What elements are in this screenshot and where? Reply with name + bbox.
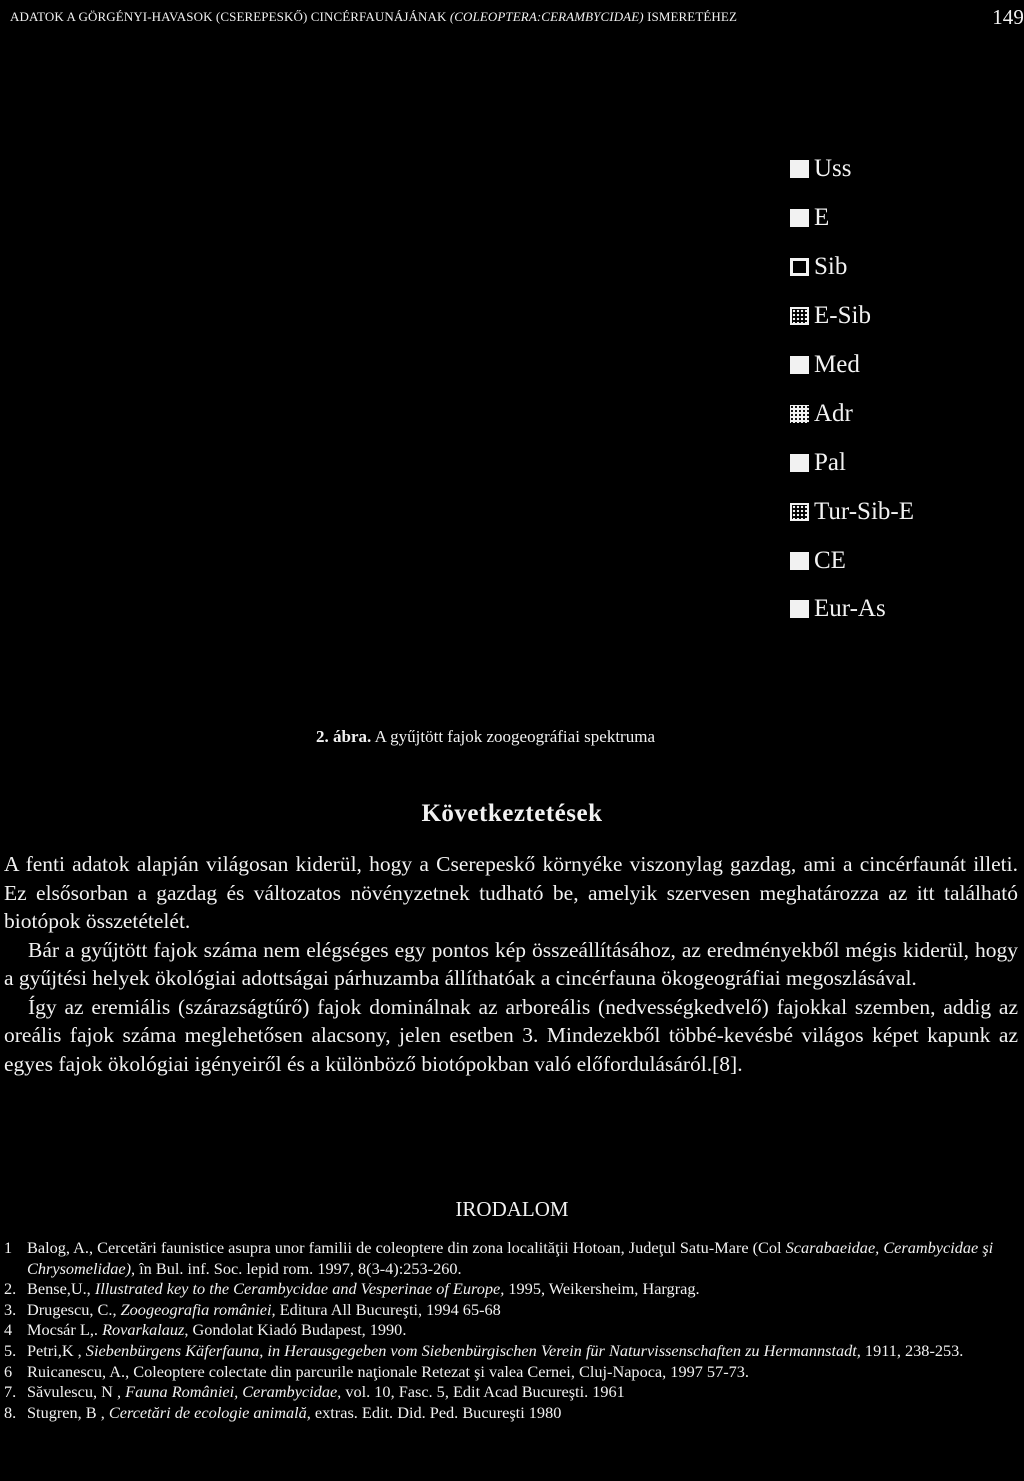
reference-text: Balog, A., Cercetări faunistice asupra unor familii de coleoptere din zona localităţii Hotoan, Judeţul Satu-Mare (Col bbox=[27, 1238, 786, 1257]
figure-caption-text: A gyűjtött fajok zoogeográfiai spektruma bbox=[374, 727, 655, 746]
legend-swatch-icon bbox=[790, 307, 809, 325]
legend-label: Uss bbox=[814, 155, 852, 183]
legend-swatch-icon bbox=[790, 356, 809, 374]
running-title-end: ISMERETÉHEZ bbox=[647, 9, 737, 24]
reference-text: , Gondolat Kiadó Budapest, 1990. bbox=[184, 1320, 407, 1340]
reference-text: Editura All Bucureşti, 1994 65-68 bbox=[275, 1299, 501, 1319]
legend-label: Eur-As bbox=[814, 595, 886, 623]
legend-swatch-icon bbox=[790, 209, 809, 227]
running-header bbox=[10, 6, 1024, 30]
legend-item bbox=[790, 487, 914, 536]
reference-item bbox=[4, 1362, 1020, 1383]
reference-text: Stugren, B , bbox=[27, 1402, 109, 1422]
running-title bbox=[10, 9, 737, 25]
figure-label: 2. ábra. bbox=[316, 727, 372, 746]
reference-item bbox=[4, 1403, 1020, 1424]
legend-swatch-icon bbox=[790, 454, 809, 472]
reference-item bbox=[4, 1238, 1020, 1279]
reference-item bbox=[4, 1320, 1020, 1341]
reference-text: 1995, Weikersheim, Hargrag. bbox=[504, 1279, 700, 1299]
reference-title: Zoogeografia româniei, bbox=[120, 1299, 276, 1319]
reference-text: extras. Edit. Did. Ped. Bucureşti 1980 bbox=[310, 1402, 562, 1422]
legend-item bbox=[790, 145, 914, 194]
paragraph: Így az eremiális (szárazságtűrő) fajok dominálnak az arboreális (nedvességkedvelő) fajokkal szemben, addig az oreális fajok száma meglehetősen alacsony, jelen esetben 3. Mindezekből többé-kevésbé világos képet kapunk az egyes fajok ökológiai igényeiről és a különböző biotópokban való előfordulásáról.[8]. bbox=[4, 994, 1018, 1076]
legend-swatch-icon bbox=[790, 503, 809, 521]
legend-item bbox=[790, 585, 914, 634]
reference-number: 4 bbox=[4, 1320, 13, 1340]
references-list bbox=[4, 1238, 1020, 1423]
legend-swatch-icon bbox=[790, 160, 809, 178]
legend-item bbox=[790, 243, 914, 292]
section-title: Következtetések bbox=[421, 800, 603, 827]
references-title: IRODALOM bbox=[455, 1197, 569, 1221]
legend-swatch-icon bbox=[790, 258, 809, 276]
legend-swatch-icon bbox=[790, 600, 809, 618]
running-title-text: ADATOK A GÖRGÉNYI-HAVASOK (CSEREPESKŐ) CINCÉRFAUNÁJÁNAK bbox=[10, 9, 447, 24]
reference-number: 8. bbox=[4, 1402, 17, 1422]
figure-caption bbox=[316, 727, 655, 747]
legend-swatch-icon bbox=[790, 405, 809, 423]
reference-number: 2. bbox=[4, 1279, 17, 1299]
legend-label: Pal bbox=[814, 448, 846, 476]
reference-number: 3. bbox=[4, 1299, 17, 1319]
legend-item bbox=[790, 438, 914, 487]
reference-title: Fauna României, Cerambycidae, bbox=[125, 1382, 342, 1402]
reference-item bbox=[4, 1300, 1020, 1321]
reference-number: 5. bbox=[4, 1340, 17, 1360]
legend-label: E-Sib bbox=[814, 302, 871, 330]
body-text bbox=[4, 850, 1018, 1078]
reference-title: Siebenbürgens Käferfauna, in Herausgegeben vom Siebenbürgischen Verein für Naturvissenschaften zu Hermannstadt, bbox=[85, 1340, 861, 1360]
legend-item bbox=[790, 536, 914, 585]
reference-text: Petri,K , bbox=[27, 1340, 86, 1360]
reference-text: Bense,U., bbox=[27, 1279, 95, 1299]
reference-item bbox=[4, 1279, 1020, 1300]
legend-label: CE bbox=[814, 546, 846, 574]
reference-number: 1 bbox=[4, 1238, 13, 1257]
legend-label: Med bbox=[814, 351, 860, 378]
legend-swatch-icon bbox=[790, 552, 809, 570]
paragraph: A fenti adatok alapján világosan kiderül, hogy a Cserepeskő környéke viszonylag gazdag, ami a cincérfaunát illeti. Ez elsősorban a gazdag és változatos növényzetnek tudható be, amelyik szervesen meghatározza az itt található biotópok összetételét. bbox=[4, 852, 1018, 933]
reference-text: Ruicanescu, A., Coleoptere colectate din parcurile naţionale Retezat şi valea Cernei, Cluj-Napoca, 1997 57-73. bbox=[27, 1361, 749, 1381]
legend-item bbox=[790, 292, 914, 341]
reference-text: Drugescu, C., bbox=[27, 1299, 121, 1319]
legend-label: Adr bbox=[814, 399, 853, 427]
reference-item bbox=[4, 1382, 1020, 1403]
reference-text: în Bul. inf. Soc. lepid rom. 1997, 8(3-4):253-260. bbox=[135, 1258, 462, 1278]
reference-text: vol. 10, Fasc. 5, Edit Acad Bucureşti. 1961 bbox=[341, 1382, 625, 1402]
reference-title: Cercetări de ecologie animală, bbox=[108, 1402, 311, 1422]
reference-number: 6 bbox=[4, 1361, 13, 1381]
reference-item bbox=[4, 1341, 1020, 1362]
reference-text: Săvulescu, N , bbox=[27, 1382, 126, 1402]
paragraph: Bár a gyűjtött fajok száma nem elégséges egy pontos kép összeállításához, az eredményekből mégis kiderül, hogy a gyűjtési helyek ökológiai adottságai párhuzamba állíthatóak a cincérfauna ökogeográfiai megoszlásával. bbox=[4, 937, 1018, 990]
legend-item bbox=[790, 341, 914, 390]
legend-item bbox=[790, 194, 914, 243]
chart-legend bbox=[790, 145, 914, 634]
reference-number: 7. bbox=[4, 1382, 17, 1402]
page-number: 149 bbox=[992, 5, 1024, 29]
reference-text: 1911, 238-253. bbox=[860, 1340, 964, 1360]
legend-label: Sib bbox=[814, 253, 848, 281]
reference-text: Mocsár L,. bbox=[27, 1320, 103, 1340]
reference-title: Rovarkalauz bbox=[102, 1320, 185, 1340]
legend-item bbox=[790, 389, 914, 438]
legend-label: Tur-Sib-E bbox=[814, 497, 914, 525]
reference-title: Scarabaeidae, Cerambycidae şi Chrysomelidae), bbox=[27, 1238, 994, 1278]
reference-title: Illustrated key to the Cerambycidae and Vesperinae of Europe, bbox=[94, 1279, 505, 1299]
running-title-taxon: (COLEOPTERA:CERAMBYCIDAE) bbox=[449, 9, 644, 24]
legend-label: E bbox=[814, 204, 830, 232]
